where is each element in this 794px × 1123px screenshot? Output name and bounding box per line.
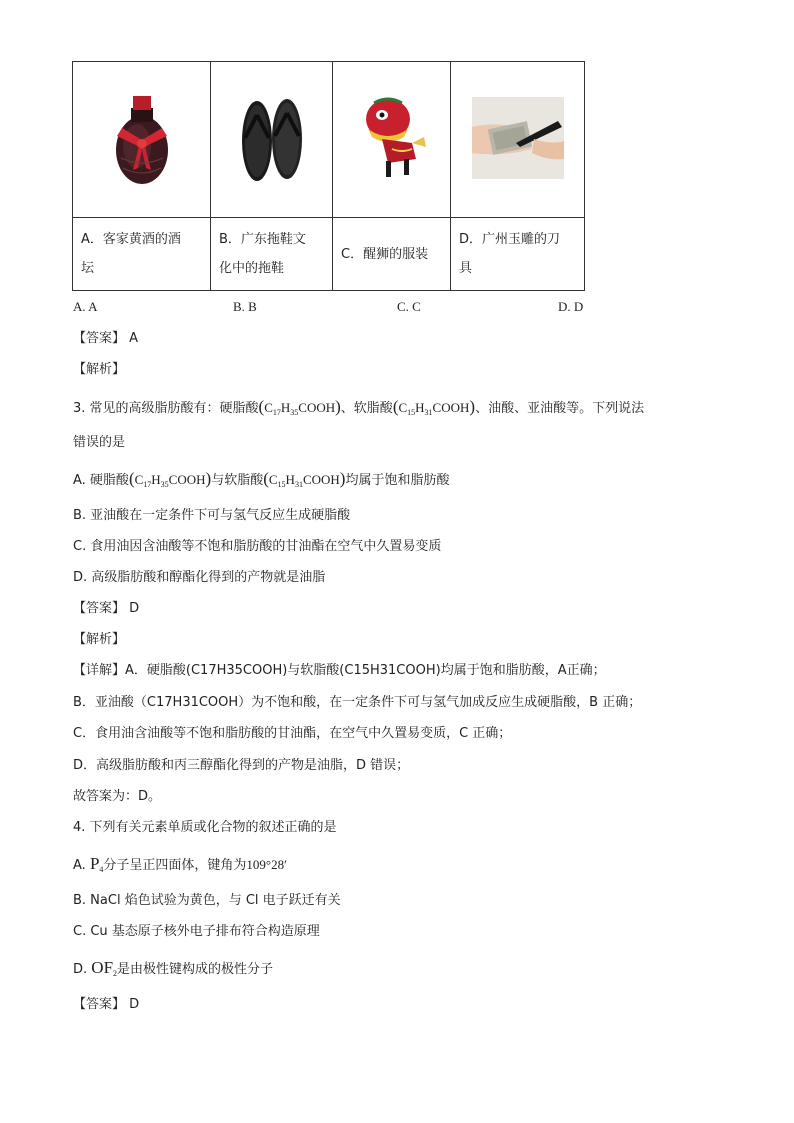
- q3-detail-line3: C．食用油含油酸等不饱和脂肪酸的甘油酯，在空气中久置易变质，C 正确；: [73, 726, 512, 741]
- q4-option-c: C. Cu 基态原子核外电子排布符合构造原理: [73, 924, 320, 939]
- q4-answer: 【答案】 D: [73, 997, 140, 1012]
- option-b-caption: B．广东拖鞋文 化中的拖鞋: [211, 218, 333, 291]
- choice-b: B. B: [233, 299, 257, 314]
- jade-carving-knife-image: [472, 97, 564, 179]
- lion-dance-costume-image: [352, 93, 432, 183]
- choice-d: D. D: [558, 299, 584, 314]
- q3-option-c: C. 食用油因含油酸等不饱和脂肪酸的甘油酯在空气中久置易变质: [73, 539, 442, 554]
- q3-option-d: D. 高级脂肪酸和醇酯化得到的产物就是油脂: [73, 570, 326, 585]
- option-d-image-cell: [451, 62, 585, 218]
- q4-stem: 4. 下列有关元素单质或化合物的叙述正确的是: [73, 820, 337, 835]
- q3-option-a: A. 硬脂酸$(C_{17}H_{35}COOH)$与软脂酸$(C_{15}H_{31}COOH)$均属于饱和脂肪酸: [73, 469, 450, 489]
- option-c-image-cell: [333, 62, 451, 218]
- q3-detail-line2: B．亚油酸（C17H31COOH）为不饱和酸，在一定条件下可与氢气加成反应生成硬脂酸，B 正确；: [73, 695, 642, 710]
- q3-answer: 【答案】 D: [73, 601, 140, 616]
- choice-c: C. C: [397, 299, 421, 314]
- q4-option-b: B. NaCl 焰色试验为黄色，与 Cl 电子跃迁有关: [73, 893, 341, 908]
- option-a-image-cell: [73, 62, 211, 218]
- q2-answer: 【答案】 A: [73, 331, 139, 346]
- q4-option-a: A. $P_4$分子呈正四面体，键角为109°28′: [73, 854, 287, 874]
- choice-a: A. A: [73, 299, 98, 314]
- q3-detail-line5: 故答案为：D。: [73, 789, 162, 804]
- options-table: [72, 61, 585, 291]
- option-b-image-cell: [211, 62, 333, 218]
- option-a-caption: A．客家黄酒的酒 坛: [73, 218, 211, 291]
- q3-detail-line4: D．高级脂肪酸和丙三醇酯化得到的产物是油脂，D 错误；: [73, 758, 410, 773]
- q3-stem-line2: 错误的是: [73, 435, 126, 450]
- option-d-caption: D．广州玉雕的刀 具: [451, 218, 585, 291]
- q3-option-b: B. 亚油酸在一定条件下可与氢气反应生成硬脂酸: [73, 508, 351, 523]
- q3-detail-line1: 【详解】A．硬脂酸(C17H35COOH)与软脂酸(C15H31COOH)均属于饱和脂肪酸，A正确；: [73, 663, 606, 678]
- q2-analysis-label: 【解析】: [73, 362, 126, 377]
- q4-option-d: D. $OF_2$是由极性键构成的极性分子: [73, 958, 274, 978]
- flip-flops-image: [232, 93, 312, 183]
- option-c-caption: C．醒狮的服装: [333, 218, 451, 291]
- q3-stem-line1: 3. 常见的高级脂肪酸有：硬脂酸$(C_{17}H_{35}COOH)$、软脂酸$(C_{15}H_{31}COOH)$、油酸、亚油酸等。下列说法: [73, 397, 645, 417]
- q3-analysis-label: 【解析】: [73, 632, 126, 647]
- wine-jar-image: [107, 88, 177, 188]
